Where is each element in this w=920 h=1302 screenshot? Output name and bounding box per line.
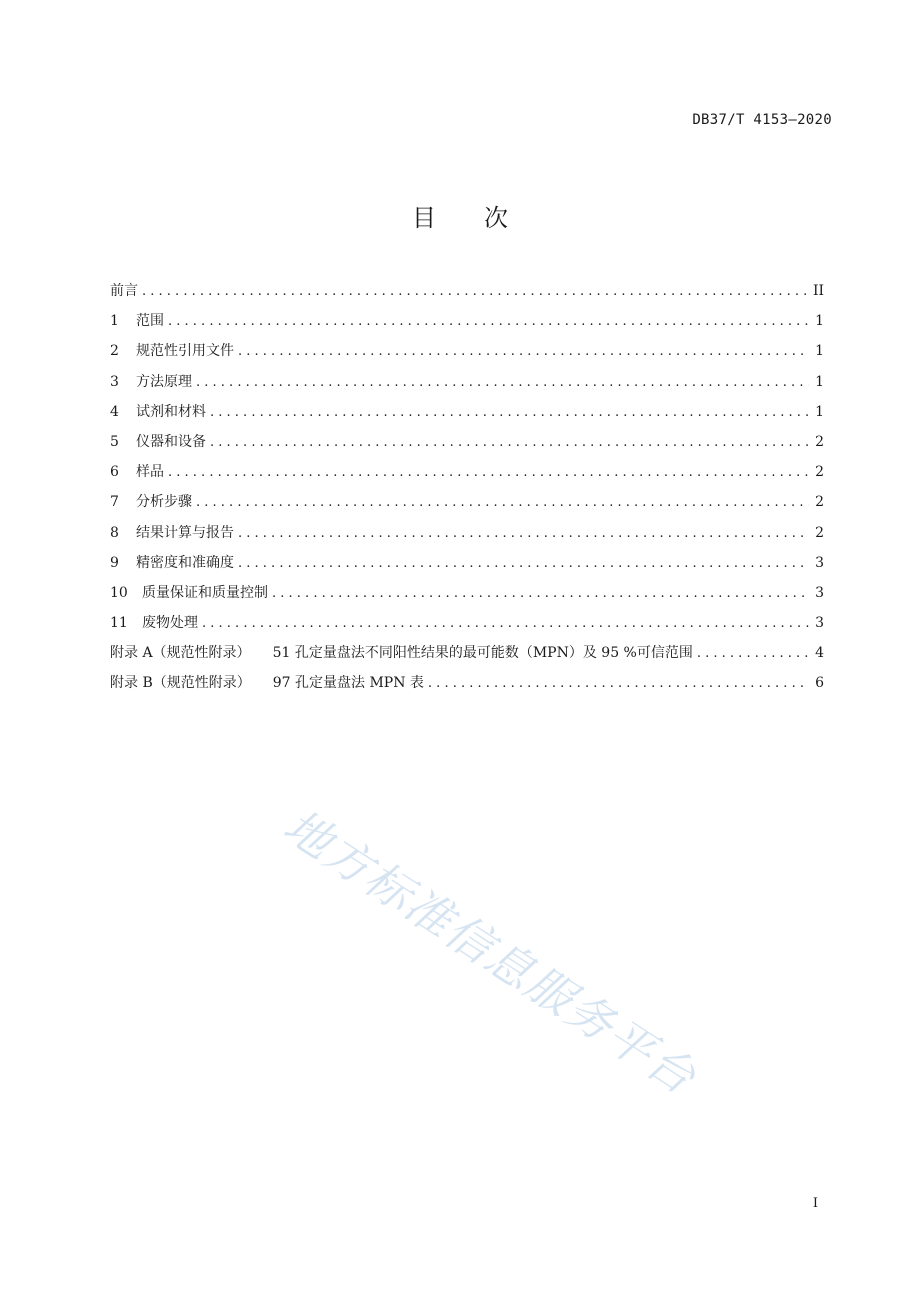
toc-entry-page: 2 <box>815 433 824 450</box>
toc-entry-number: 11 <box>110 615 128 632</box>
toc-entry-page: 3 <box>815 615 824 632</box>
toc-entry-number: 8 <box>110 524 119 541</box>
appendix-a-heading: 附录 A（规范性附录） <box>110 645 251 662</box>
toc-entry-number: 1 <box>110 313 119 330</box>
toc-leader-dots <box>168 458 809 488</box>
toc-leader-dots <box>697 639 809 669</box>
toc-leader-dots <box>238 519 809 549</box>
toc-leader-dots <box>428 669 809 699</box>
toc-leader-dots <box>202 609 809 639</box>
toc-entry-number: 10 <box>110 584 128 601</box>
toc-entry-number: 6 <box>110 464 119 481</box>
toc-leader-dots <box>196 488 809 518</box>
toc-entry-label: 规范性引用文件 <box>136 343 234 360</box>
toc-entry-label: 分析步骤 <box>136 494 192 511</box>
toc-entry-label: 前言 <box>110 283 138 299</box>
toc-entry-page: 1 <box>815 313 824 330</box>
toc-entry-page: 6 <box>815 675 824 692</box>
toc-entry-5[interactable] <box>110 427 824 457</box>
toc-entry-label <box>110 668 424 698</box>
appendix-b-title: 97 孔定量盘法 MPN 表 <box>272 675 424 692</box>
toc-entry-label: 样品 <box>136 464 164 481</box>
toc-leader-dots <box>168 307 809 337</box>
toc-entry-label: 废物处理 <box>142 615 198 632</box>
toc-entry-page: 2 <box>815 494 824 511</box>
toc-entry-3[interactable] <box>110 367 824 397</box>
toc-entry-page: 1 <box>815 403 824 420</box>
toc-leader-dots <box>238 549 809 579</box>
toc-entry-number: 2 <box>110 343 119 360</box>
toc-title-char-2: 次 <box>484 204 508 232</box>
toc-leader-dots <box>210 428 809 458</box>
toc-entry-8[interactable] <box>110 518 824 548</box>
toc-entry-page: 2 <box>815 524 824 541</box>
toc-entry-9[interactable] <box>110 548 824 578</box>
toc-entry-11[interactable] <box>110 608 824 638</box>
appendix-b-heading: 附录 B（规范性附录） <box>110 675 251 692</box>
toc-entry-number: 9 <box>110 554 119 571</box>
toc-leader-dots <box>272 579 809 609</box>
toc-entry-1[interactable] <box>110 306 824 336</box>
toc-entry-appendix-b[interactable] <box>110 668 824 698</box>
toc-entry-label: 方法原理 <box>136 373 192 390</box>
toc-entry-4[interactable] <box>110 397 824 427</box>
toc-entry-6[interactable] <box>110 457 824 487</box>
toc-entry-page: II <box>812 283 824 299</box>
table-of-contents <box>110 276 824 699</box>
toc-leader-dots <box>142 277 807 307</box>
toc-entry-label: 试剂和材料 <box>136 403 206 420</box>
appendix-a-title: 51 孔定量盘法不同阳性结果的最可能数（MPN）及 95 %可信范围 <box>272 645 693 662</box>
toc-entry-page: 1 <box>815 343 824 360</box>
toc-title-char-1: 目 <box>412 204 436 232</box>
toc-leader-dots <box>238 337 809 367</box>
toc-entry-label: 范围 <box>136 313 164 330</box>
toc-entry-label <box>110 638 693 668</box>
toc-leader-dots <box>196 368 809 398</box>
toc-entry-10[interactable] <box>110 578 824 608</box>
toc-entry-number: 7 <box>110 494 119 511</box>
toc-entry-number: 3 <box>110 373 119 390</box>
toc-entry-page: 3 <box>815 554 824 571</box>
watermark-text: 地方标准信息服务平台 <box>274 798 707 1106</box>
toc-entry-label: 结果计算与报告 <box>136 524 234 541</box>
toc-entry-label: 质量保证和质量控制 <box>142 584 268 601</box>
toc-title <box>0 198 920 233</box>
toc-leader-dots <box>210 398 809 428</box>
toc-entry-page: 1 <box>815 373 824 390</box>
toc-entry-foreword[interactable] <box>110 276 824 306</box>
toc-entry-label: 仪器和设备 <box>136 433 206 450</box>
toc-entry-appendix-a[interactable] <box>110 638 824 668</box>
toc-entry-7[interactable] <box>110 487 824 517</box>
toc-entry-number: 4 <box>110 403 119 420</box>
toc-entry-label: 精密度和准确度 <box>136 554 234 571</box>
toc-entry-page: 3 <box>815 584 824 601</box>
toc-entry-page: 2 <box>815 464 824 481</box>
toc-entry-page: 4 <box>815 645 824 662</box>
page-number: I <box>812 1196 818 1211</box>
document-code: DB37/T 4153—2020 <box>692 112 832 128</box>
toc-entry-number: 5 <box>110 433 119 450</box>
toc-entry-2[interactable] <box>110 336 824 366</box>
